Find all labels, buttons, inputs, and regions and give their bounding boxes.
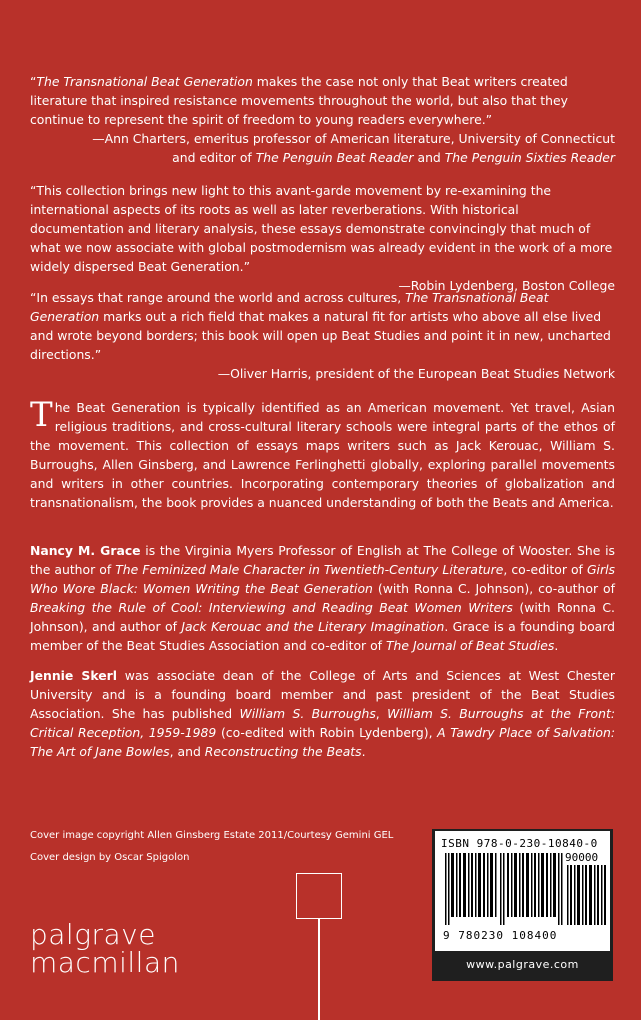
quote-1-text: makes the case not only that Beat writers created literature that inspired resistance movements throughout the world, but also that they continue to represent the spirit of freedom to young readers everywhere.” xyxy=(30,74,568,127)
book-description xyxy=(30,395,615,512)
publisher-logo-line-1: palgrave xyxy=(30,918,156,951)
publisher-website: www.palgrave.com xyxy=(466,958,579,971)
palgrave-logo-line xyxy=(318,919,320,1020)
barcode xyxy=(435,831,610,951)
price-addon-number: 90000 xyxy=(565,851,599,864)
quote-1-title: The Transnational Beat Generation xyxy=(36,74,253,89)
cover-image-credit: Cover image copyright Allen Ginsberg Estate 2011/Courtesy Gemini GEL xyxy=(30,830,394,841)
quote-1-attribution-2: and editor of The Penguin Beat Reader and The Penguin Sixties Reader xyxy=(172,150,615,165)
publisher-logo-line-2: macmillan xyxy=(30,946,180,979)
isbn-text: ISBN 978-0-230-10840-0 xyxy=(441,837,598,850)
quote-3-attribution: —Oliver Harris, president of the European Beat Studies Network xyxy=(217,366,615,381)
quote-3 xyxy=(30,288,615,383)
author-bio-skerl: Jennie Skerl was associate dean of the College of Arts and Sciences at West Chester University and is a founding board member and past president of the Beat Studies Association. She has published William S. Burroughs, William S. Burroughs at the Front: Critical Reception, 1959-1989 (co-edited with Robin Lydenberg), A Tawdry Place of Salvation: The Art of Jane Bowles, and Reconstructing the Beats. xyxy=(30,668,616,759)
author-name: Nancy M. Grace xyxy=(30,543,141,558)
ean-number: 9 780230 108400 xyxy=(443,929,558,942)
cover-design-credit: Cover design by Oscar Spigolon xyxy=(30,852,190,863)
drop-cap: T xyxy=(30,395,53,435)
palgrave-logo-square-icon xyxy=(296,873,342,919)
ean-barcode-icon xyxy=(445,853,565,925)
author-bio-grace: Nancy M. Grace is the Virginia Myers Professor of English at The College of Wooster. She is the author of The Feminized Male Character in Twentieth-Century Literature, co-editor of Girls Who Wore Black: Women Writing the Beat Generation (with Ronna C. Johnson), co-author of Breaking the Rule of Cool: Interviewing and Reading Beat Women Writers (with Ronna C. Johnson), and author of Jack Kerouac and the Literary Imagination. Grace is a founding board member of the Beat Studies Association and co-editor of The Journal of Beat Studies. xyxy=(30,543,616,653)
author-name: Jennie Skerl xyxy=(30,668,117,683)
quote-1-attribution: —Ann Charters, emeritus professor of American literature, University of Connecticut xyxy=(92,131,615,146)
description-text: he Beat Generation is typically identified as an American movement. Yet travel, Asian religious traditions, and cross-cultural literary schools were integral parts of the ethos of the movement. This collection of essays maps writers such as Jack Kerouac, William S. Burroughs, Allen Ginsberg, and Lawrence Ferlinghetti globally, exploring parallel movements and writers in other countries. Incorporating contemporary theories of globalization and transnationalism, the book provides a nuanced understanding of both the Beats and America. xyxy=(30,400,615,510)
addon-barcode-icon xyxy=(567,865,607,925)
quote-2-text: “This collection brings new light to this avant-garde movement by re-examining the international aspects of its roots as well as later reverberations. With historical documentation and literary analysis, these essays demonstrate convincingly that much of what we now associate with global postmodernism was already evident in the work of a more widely dispersed Beat Generation.” xyxy=(30,183,613,274)
quote-3-text: “In essays that range around the world and across cultures, The Transnational Beat Generation marks out a rich field that makes a natural fit for artists who above all else lived and wrote beyond borders; this book will open up Beat Studies and point it in new, uncharted directions.” xyxy=(30,290,611,362)
publisher-logo xyxy=(30,918,180,979)
quote-2-attribution: —Robin Lydenberg, Boston College xyxy=(398,278,615,293)
quote-2 xyxy=(30,181,615,295)
quote-1: “The Transnational Beat Generation makes the case not only that Beat writers created literature that inspired resistance movements throughout the world, but also that they continue to represent the spirit of freedom to young readers everywhere.” —Ann Charters, emeritus professor of American literature, University of Connecticut and editor of The Penguin Beat Reader and The Penguin Sixties Reader xyxy=(30,74,615,165)
